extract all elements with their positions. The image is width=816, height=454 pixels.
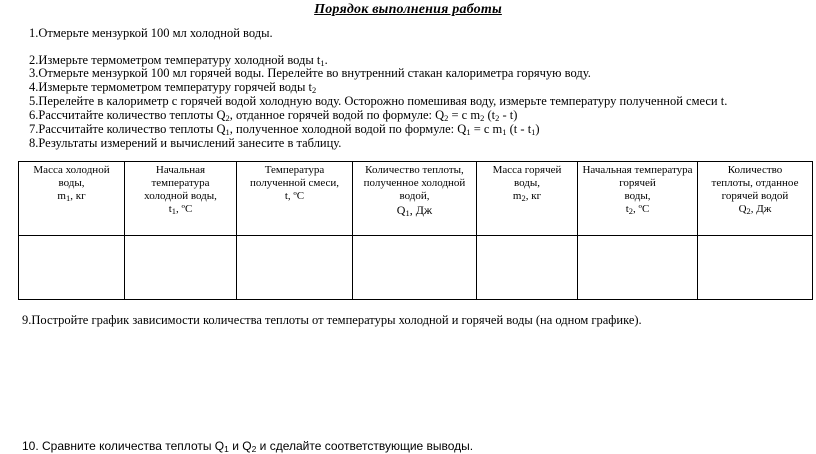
header-heat-given-l4 (698, 203, 812, 216)
header-heat-received-l4 (353, 203, 476, 217)
header-cold-mass-l2: воды, (58, 177, 85, 189)
header-cold-temp-l3: холодной воды, (144, 190, 217, 202)
table-header-row (19, 162, 813, 236)
step-10-sub2: 2 (251, 444, 257, 454)
step-1: 1.Отмерьте мензуркой 100 мл холодной воды. (29, 26, 273, 40)
header-heat-received (353, 162, 477, 236)
step-10-a: 10. Сравните количества теплоты Q (22, 439, 225, 453)
hhm-sub: 2 (521, 193, 526, 203)
step-2-sub: 1 (320, 58, 325, 68)
header-cold-mass-l3 (19, 190, 124, 203)
header-heat-given-l1: Количество (727, 164, 783, 176)
step-6-sub3: 2 (480, 113, 485, 123)
step-6-a: 6.Рассчитайте количество теплоты Q (29, 108, 226, 122)
step-10-c: и сделайте соответствующие выводы. (256, 439, 474, 453)
page-title: Порядок выполнения работы (314, 2, 502, 17)
step-7-c: = c m (470, 122, 503, 136)
step-9: 9.Постройте график зависимости количества теплоты от температуры холодной и горячей воды (на одном графике). (22, 313, 642, 327)
header-hot-mass-l3 (477, 190, 577, 203)
cell-cold-mass[interactable] (19, 236, 125, 300)
header-heat-given-l2: теплоты, отданное (711, 177, 799, 189)
cell-hot-temp[interactable] (578, 236, 698, 300)
step-6 (29, 108, 517, 122)
header-cold-mass (19, 162, 125, 236)
hhg-sub: 2 (746, 206, 751, 216)
hhr-a: Q (396, 203, 406, 217)
step-3: 3.Отмерьте мензуркой 100 мл горячей воды. Перелейте во внутренний стакан калориметра горячую воду. (29, 66, 591, 80)
hht-b: , ºC (633, 203, 650, 215)
hct-sub: 1 (171, 206, 177, 216)
hct-b: , ºC (176, 203, 193, 215)
cell-heat-received[interactable] (353, 236, 477, 300)
header-mix-temp (237, 162, 353, 236)
header-hot-temp-l1: Начальная температура (582, 164, 693, 176)
header-cold-temp-l1: Начальная (155, 164, 206, 176)
hhg-b: , Дж (750, 203, 772, 215)
header-mix-temp-l3: t, ºC (284, 190, 305, 202)
step-2 (29, 53, 328, 67)
step-7-e: ) (535, 122, 540, 136)
step-2-text: 2.Измерьте термометром температуру холодной воды t (29, 53, 321, 67)
header-heat-received-l2: полученное холодной (363, 177, 466, 189)
header-hot-temp-l2: горячей (619, 177, 656, 189)
header-heat-received-l1: Количество теплоты, (365, 164, 464, 176)
header-hot-mass (477, 162, 578, 236)
hhr-sub: 1 (405, 208, 410, 218)
hht-sub: 2 (628, 206, 634, 216)
header-mix-temp-l1: Температура (264, 164, 325, 176)
header-hot-temp-l4 (578, 203, 697, 216)
hcm-sub: 1 (65, 193, 71, 203)
step-7-sub3: 1 (502, 127, 507, 137)
step-7-a: 7.Рассчитайте количество теплоты Q (29, 122, 226, 136)
step-2-end: . (324, 53, 328, 67)
header-cold-temp-l2: температура (151, 177, 210, 189)
step-6-e: - t) (499, 108, 518, 122)
step-6-sub4: 2 (495, 113, 500, 123)
step-10-sub1: 1 (224, 444, 229, 454)
hhm-b: , кг (525, 190, 542, 202)
header-hot-mass-l1: Масса горячей (492, 164, 562, 176)
step-4-text: 4.Измерьте термометром температуру горячей воды t (29, 80, 313, 94)
step-6-sub2: 2 (444, 113, 449, 123)
header-cold-mass-l1: Масса холодной (33, 164, 110, 176)
header-mix-temp-l2: полученной смеси, (249, 177, 340, 189)
cell-heat-given[interactable] (698, 236, 813, 300)
hht-a: t (625, 203, 629, 215)
cell-mix-temp[interactable] (237, 236, 353, 300)
hhm-a: m (512, 190, 522, 202)
step-7-sub2: 1 (466, 127, 471, 137)
results-table (18, 161, 813, 300)
header-hot-temp-l3: воды, (624, 190, 651, 202)
step-7-d: (t - t (506, 122, 532, 136)
step-6-d: (t (484, 108, 496, 122)
step-6-c: = c m (448, 108, 481, 122)
header-heat-given (698, 162, 813, 236)
step-6-sub1: 2 (225, 113, 230, 123)
header-cold-temp (125, 162, 237, 236)
header-heat-received-l3: водой, (399, 190, 430, 202)
step-5: 5.Перелейте в калориметр с горячей водой холодную воду. Осторожно помешивая воду, измерьте температуру полученной смеси t. (29, 94, 728, 108)
table-row (19, 236, 813, 300)
header-cold-temp-l4 (125, 203, 236, 216)
step-4-sub: 2 (312, 85, 317, 95)
cell-cold-temp[interactable] (125, 236, 237, 300)
header-hot-temp (578, 162, 698, 236)
step-7-sub4: 1 (531, 127, 536, 137)
step-8: 8.Результаты измерений и вычислений занесите в таблицу. (29, 136, 342, 150)
cell-hot-mass[interactable] (477, 236, 578, 300)
step-4 (29, 80, 316, 94)
step-10-b: и Q (228, 439, 252, 453)
header-hot-mass-l2: воды, (513, 177, 541, 189)
hhr-b: , Дж (409, 203, 433, 217)
header-heat-given-l3: горячей водой (721, 190, 789, 202)
hhg-a: Q (738, 203, 747, 215)
step-7-b: , полученное холодной водой по формуле: Q (229, 122, 467, 136)
hcm-b: , кг (70, 190, 86, 202)
hcm-a: m (57, 190, 66, 202)
step-7-sub1: 1 (225, 127, 230, 137)
step-6-b: , отданное горячей водой по формуле: Q (229, 108, 445, 122)
step-7 (29, 122, 540, 136)
hct-a: t (168, 203, 172, 215)
